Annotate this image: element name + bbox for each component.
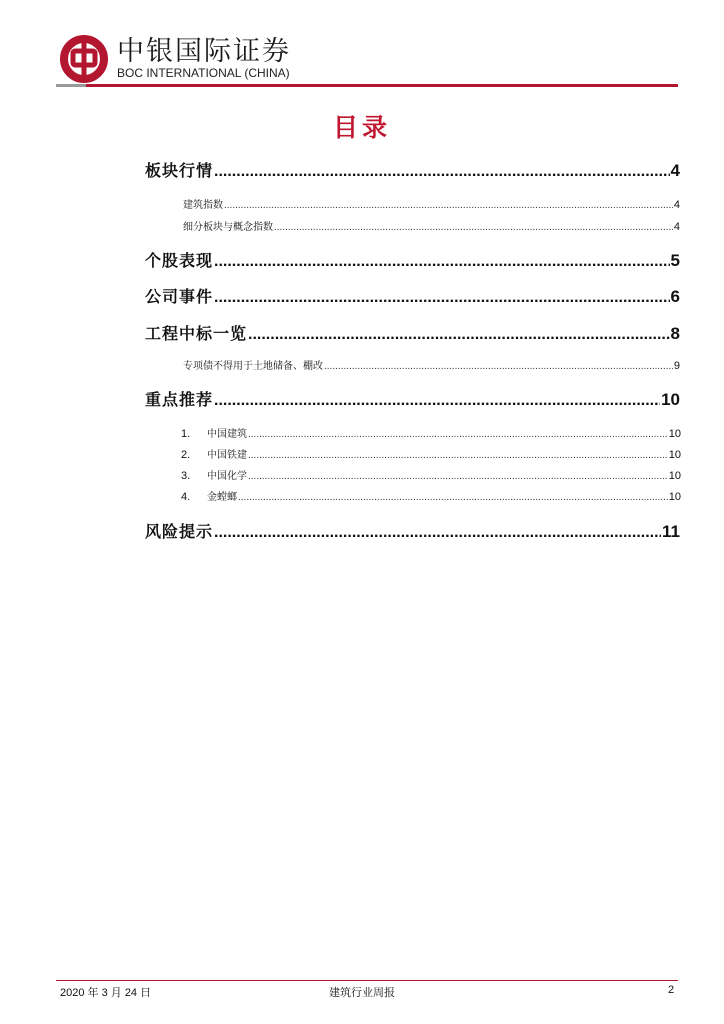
toc-entry-zhongdian-tuijian[interactable]: [145, 387, 680, 410]
toc-entry-label: 细分板块与概念指数: [183, 222, 273, 233]
footer-page-number: 2: [668, 984, 675, 996]
toc-entry-page: 6: [670, 287, 680, 306]
toc-entry-label: 中国建筑: [207, 429, 247, 440]
toc-leader-dots: [224, 200, 673, 211]
toc-leader-dots: [324, 361, 673, 372]
toc-entry-page: 8: [670, 324, 680, 343]
toc-leader-dots: [214, 524, 661, 542]
toc-entry-jintanglang[interactable]: [181, 488, 681, 503]
toc-entry-xifen-bankuai[interactable]: [183, 218, 680, 233]
toc-entry-page: 4: [673, 199, 680, 211]
toc-leader-dots: [238, 492, 668, 503]
toc-leader-dots: [214, 163, 670, 181]
toc-leader-dots: [248, 429, 668, 440]
toc-entry-label: 风险提示: [145, 522, 214, 541]
toc-entry-zhongguo-jianzhu[interactable]: [181, 425, 681, 440]
toc-entry-page: 10: [668, 449, 681, 461]
footer-date: 2020 年 3 月 24 日: [60, 987, 152, 999]
toc-entry-page: 10: [668, 470, 681, 482]
toc-entry-gongcheng-zhongbiao[interactable]: [145, 321, 680, 344]
toc-entry-page: 4: [673, 221, 680, 233]
toc-entry-number: 1.: [181, 428, 191, 440]
toc-entry-label: 建筑指数: [183, 200, 223, 211]
toc-entry-fengxian-tishi[interactable]: [145, 519, 680, 542]
header-divider-gray: [56, 84, 86, 87]
toc-entry-gongsi-shijian[interactable]: [145, 284, 680, 307]
brand-name-cn: 中银国际证券: [117, 36, 291, 67]
brand-name-en: BOC INTERNATIONAL (CHINA): [117, 66, 290, 80]
toc-entry-page: 10: [668, 491, 681, 503]
toc-leader-dots: [248, 450, 668, 461]
toc-entry-label: 金螳螂: [207, 492, 237, 503]
toc-entry-gegu-biaoxian[interactable]: [145, 248, 680, 271]
footer-divider: [56, 980, 678, 981]
toc-leader-dots: [214, 253, 670, 271]
toc-entry-label: 专项债不得用于土地储备、棚改: [183, 361, 323, 372]
toc-entry-zhongguo-tiejian[interactable]: [181, 446, 681, 461]
toc-leader-dots: [248, 326, 670, 344]
toc-entry-label: 工程中标一览: [145, 324, 248, 343]
toc-entry-jianzhu-zhishu[interactable]: [183, 196, 680, 211]
toc-entry-number: 4.: [181, 491, 191, 503]
toc-entry-page: 9: [673, 360, 680, 372]
toc-entry-number: 2.: [181, 449, 191, 461]
toc-leader-dots: [214, 289, 670, 307]
toc-entry-label: 板块行情: [145, 161, 214, 180]
toc-entry-page: 4: [670, 161, 680, 180]
toc-leader-dots: [274, 222, 673, 233]
toc-entry-zhuanxiangzhai[interactable]: [183, 357, 680, 372]
toc-entry-label: 重点推荐: [145, 390, 214, 409]
toc-entry-page: 11: [662, 522, 680, 541]
toc-leader-dots: [214, 392, 660, 410]
toc-leader-dots: [248, 471, 668, 482]
toc-entry-label: 个股表现: [145, 251, 214, 270]
toc-entry-number: 3.: [181, 470, 191, 482]
toc-entry-page: 10: [668, 428, 681, 440]
toc-entry-label: 公司事件: [145, 287, 214, 306]
toc-entry-label: 中国化学: [207, 471, 247, 482]
toc-entry-label: 中国铁建: [207, 450, 247, 461]
toc-entry-page: 10: [661, 390, 680, 409]
toc-entry-zhongguo-huaxue[interactable]: [181, 467, 681, 482]
toc-entry-bankuai-hangqing[interactable]: [145, 158, 680, 181]
toc-entry-page: 5: [670, 251, 680, 270]
boc-logo-icon: [59, 34, 109, 84]
footer-report-title: 建筑行业周报: [329, 986, 395, 999]
header-divider-red: [86, 84, 678, 87]
toc-title: 目录: [332, 113, 391, 142]
